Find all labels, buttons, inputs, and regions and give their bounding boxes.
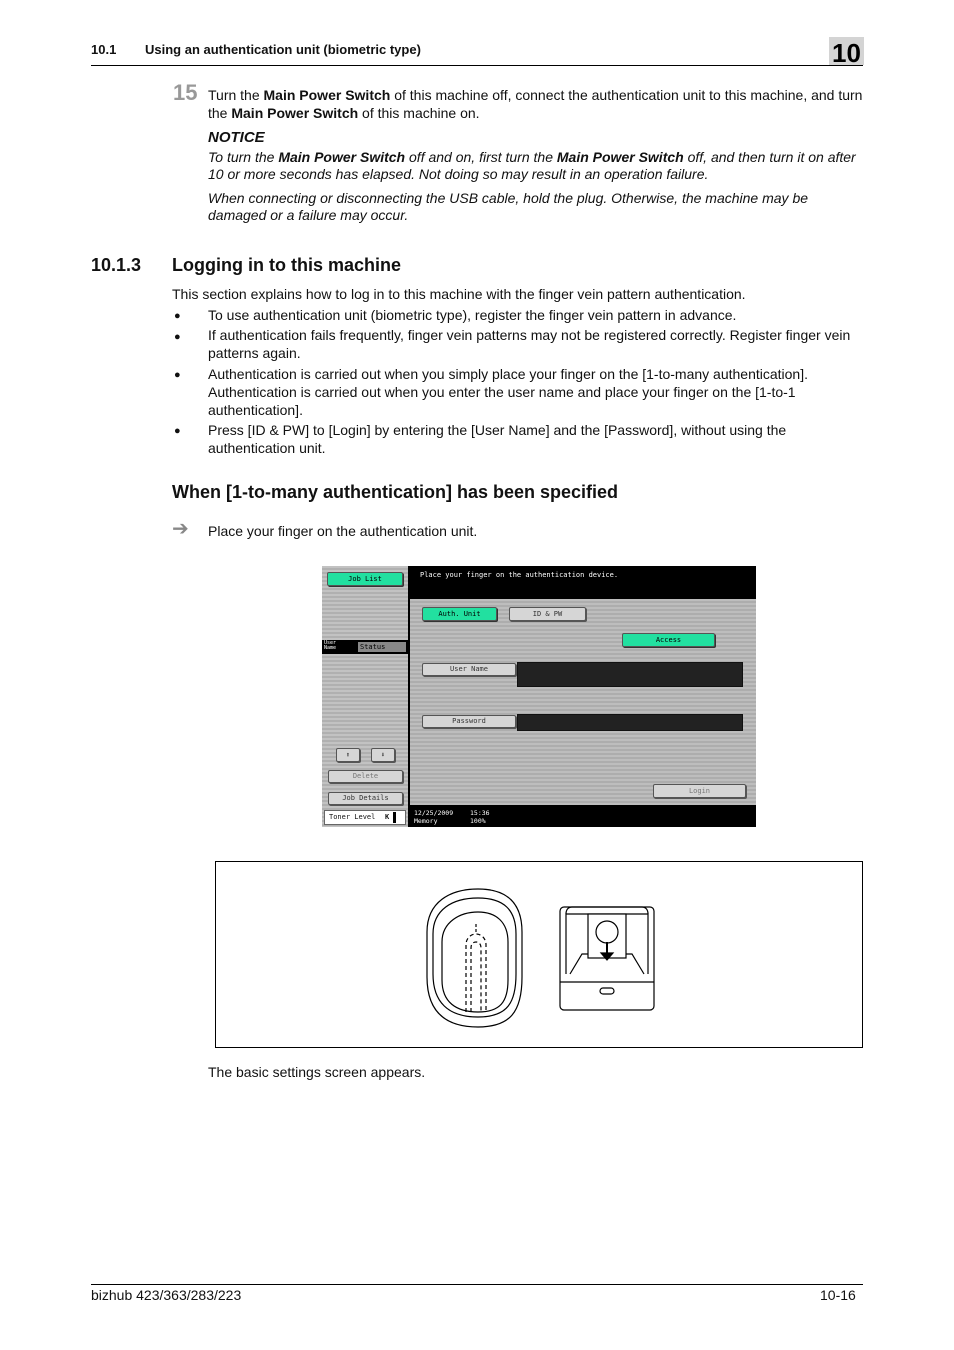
bullet-item: Press [ID & PW] to [Login] by entering the [User Name] and the [Password], without using the authentication unit. [208,422,787,456]
scroll-down-icon[interactable]: ⬇ [371,748,395,762]
header-rule [91,65,863,66]
time-text: 15:36 [470,809,490,817]
user-name-button[interactable]: User Name [422,663,516,676]
panel-status-bar [410,806,756,827]
authentication-unit-illustration [216,862,862,1047]
subsection-title: When [1-to-many authentication] has been specified [172,482,619,502]
finger-placement-icon [427,889,522,1027]
arrow-right-icon: ➔ [172,518,189,540]
job-details-button[interactable]: Job Details [328,792,403,805]
bullet-item: Authentication is carried out when you simply place your finger on the [1-to-many authentication]. Authentication is carried out when you enter the user name and place your finger on the [1-to-1 authentication]. [208,366,808,418]
toner-level-label: Toner Level [329,813,376,821]
control-panel-screen [322,566,756,827]
password-field[interactable] [517,714,743,731]
footer-page-number: 10-16 [820,1287,856,1303]
password-button[interactable]: Password [422,715,516,728]
header-section-number: 10.1 [91,42,117,57]
job-list-header [322,640,408,654]
instruction-text: Place your finger on the authentication unit. [208,523,478,539]
step-text: Turn the Main Power Switch of this machine off, connect the authentication unit to this machine, and turn the Main Power Switch of this machine on. [208,87,863,121]
result-text: The basic settings screen appears. [208,1064,426,1080]
illustration-frame [215,861,863,1048]
bullet-icon: ● [174,369,181,381]
header-title: Using an authentication unit (biometric type) [145,42,421,57]
section-number: 10.1.3 [91,255,142,275]
bullet-icon: ● [174,425,181,437]
notice-paragraph-1: To turn the Main Power Switch off and on, first turn the Main Power Switch off, and then turn it on after 10 or more seconds has elapsed. Not doing so may result in an operation failure. [208,149,856,182]
section-intro: This section explains how to log in to this machine with the finger vein pattern authentication. [172,286,746,302]
column-status: Status [358,642,406,652]
toner-level-bar [393,812,396,823]
vein-reader-device-icon [560,907,654,1010]
column-user-name: User Name [324,640,337,651]
bullet-icon: ● [174,331,181,343]
footer-model: bizhub 423/363/283/223 [91,1287,242,1303]
panel-left-column [322,566,408,827]
bullet-item: To use authentication unit (biometric type), register the finger vein pattern in advance. [208,307,737,323]
bullet-icon: ● [174,310,181,322]
access-button[interactable]: Access [622,633,715,647]
user-name-field[interactable] [517,662,743,687]
section-title: Logging in to this machine [172,255,401,275]
memory-value: 100% [470,817,486,825]
toner-level-indicator [324,810,406,825]
step-number: 15 [173,80,198,105]
scroll-up-icon[interactable]: ⬆ [336,748,360,762]
delete-button[interactable]: Delete [328,770,403,783]
tab-id-pw[interactable]: ID & PW [509,607,586,621]
notice-paragraph-2: When connecting or disconnecting the USB cable, hold the plug. Otherwise, the machine may be damaged or a failure may occur. [208,190,809,223]
toner-k-label: K [385,813,390,821]
tab-auth-unit[interactable]: Auth. Unit [422,607,497,621]
panel-main-area [410,599,756,805]
chapter-badge: 10 [829,37,864,65]
memory-label: Memory [414,817,438,825]
notice-title: NOTICE [208,129,265,146]
panel-message: Place your finger on the authentication device. [412,566,756,598]
login-button[interactable]: Login [653,784,746,798]
date-text: 12/25/2009 [414,809,454,817]
job-list-button[interactable]: Job List [327,572,403,586]
footer-rule [91,1284,863,1285]
bullet-item: If authentication fails frequently, finger vein patterns may not be registered correctly. Register finger vein patterns again. [208,327,851,361]
